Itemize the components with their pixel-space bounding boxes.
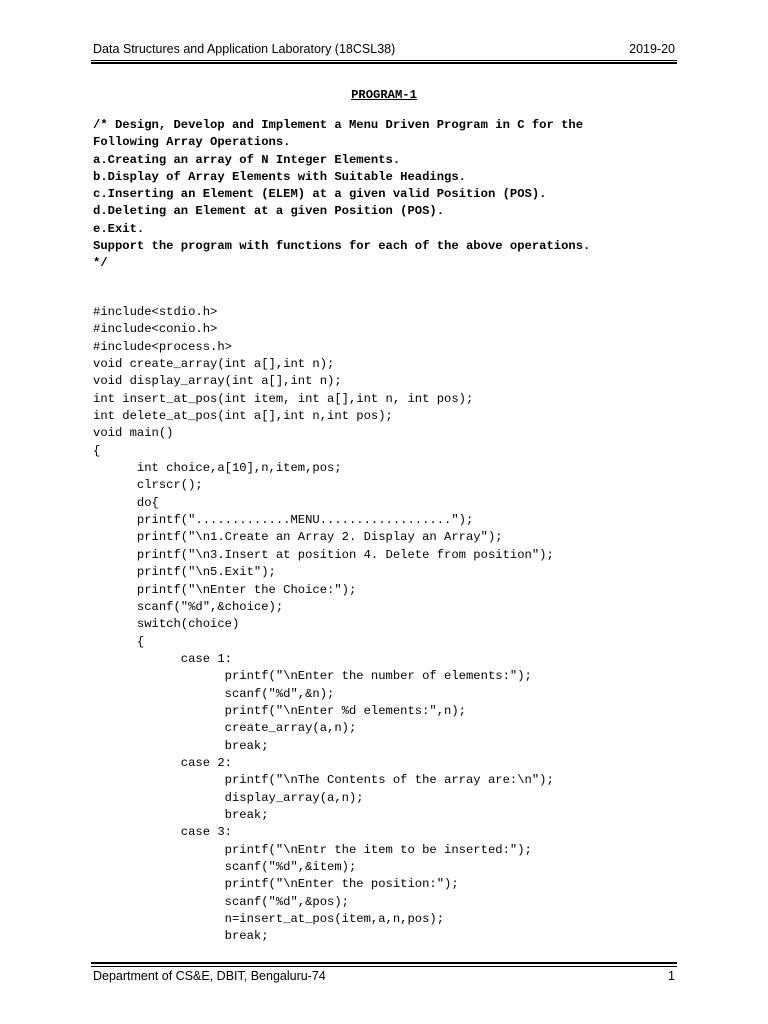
- code-line: printf("\nThe Contents of the array are:\n");: [93, 773, 554, 788]
- code-line: case 2:: [93, 755, 232, 770]
- code-line: int choice,a[10],n,item,pos;: [93, 461, 342, 476]
- code-line: do{: [93, 495, 159, 510]
- comment-line: a.Creating an array of N Integer Elements.: [93, 152, 401, 167]
- footer-department: Department of CS&E, DBIT, Bengaluru-74: [93, 969, 326, 983]
- page-footer: [93, 969, 675, 987]
- code-listing: [93, 304, 683, 946]
- code-line: void main(): [93, 426, 174, 441]
- code-line: #include<stdio.h>: [93, 305, 218, 319]
- code-line: clrscr();: [93, 478, 203, 493]
- code-line: int delete_at_pos(int a[],int n,int pos);: [93, 409, 393, 424]
- footer-rule: [91, 966, 677, 967]
- comment-line: d.Deleting an Element at a given Position (POS).: [93, 204, 445, 219]
- page-header: [93, 42, 675, 60]
- code-line: #include<process.h>: [93, 339, 232, 354]
- code-line: printf("\nEnter the position:");: [93, 877, 459, 892]
- code-line: scanf("%d",&pos);: [93, 894, 349, 909]
- code-line: printf("\nEnter the number of elements:");: [93, 669, 532, 684]
- code-line: {: [93, 634, 145, 649]
- code-line: scanf("%d",&item);: [93, 860, 357, 874]
- program-description-comment: [93, 117, 683, 273]
- code-line: printf("\nEnter the Choice:");: [93, 582, 357, 597]
- code-line: #include<conio.h>: [93, 322, 218, 337]
- program-title: PROGRAM-1: [351, 88, 417, 102]
- code-line: void display_array(int a[],int n);: [93, 374, 342, 389]
- code-line: scanf("%d",&n);: [93, 686, 335, 701]
- code-line: int insert_at_pos(int item, int a[],int n, int pos);: [93, 391, 474, 406]
- header-academic-year: 2019-20: [629, 42, 675, 56]
- page-number: 1: [668, 969, 675, 983]
- comment-line: Support the program with functions for each of the above operations.: [93, 239, 591, 254]
- code-line: switch(choice): [93, 617, 240, 632]
- header-course-title: Data Structures and Application Laboratory (18CSL38): [93, 42, 396, 56]
- comment-line: /* Design, Develop and Implement a Menu Driven Program in C for the: [93, 118, 584, 132]
- header-rule-thick: [91, 62, 677, 64]
- code-line: printf("\n1.Create an Array 2. Display an Array");: [93, 530, 503, 545]
- code-line: printf("\nEnter %d elements:",n);: [93, 703, 466, 718]
- comment-line: Following Array Operations.: [93, 135, 291, 150]
- code-line: {: [93, 443, 101, 458]
- code-line: printf("\n5.Exit");: [93, 565, 276, 580]
- code-line: display_array(a,n);: [93, 790, 364, 805]
- code-line: break;: [93, 738, 269, 753]
- comment-line: */: [93, 256, 108, 271]
- code-line: break;: [93, 807, 269, 822]
- comment-line: b.Display of Array Elements with Suitable Headings.: [93, 169, 466, 184]
- comment-line: c.Inserting an Element (ELEM) at a given valid Position (POS).: [93, 187, 547, 202]
- code-line: void create_array(int a[],int n);: [93, 357, 335, 372]
- header-rule: [91, 60, 677, 61]
- comment-line: e.Exit.: [93, 221, 145, 236]
- code-line: break;: [93, 929, 269, 944]
- code-line: case 1:: [93, 651, 232, 666]
- code-line: printf("\n3.Insert at position 4. Delete from position");: [93, 547, 554, 562]
- code-line: case 3:: [93, 825, 232, 840]
- footer-rule-thick: [91, 962, 677, 964]
- code-line: printf("\nEntr the item to be inserted:");: [93, 842, 532, 857]
- code-line: create_array(a,n);: [93, 721, 357, 736]
- code-line: n=insert_at_pos(item,a,n,pos);: [93, 912, 445, 927]
- code-line: scanf("%d",&choice);: [93, 599, 284, 614]
- code-line: printf(".............MENU..................");: [93, 513, 474, 528]
